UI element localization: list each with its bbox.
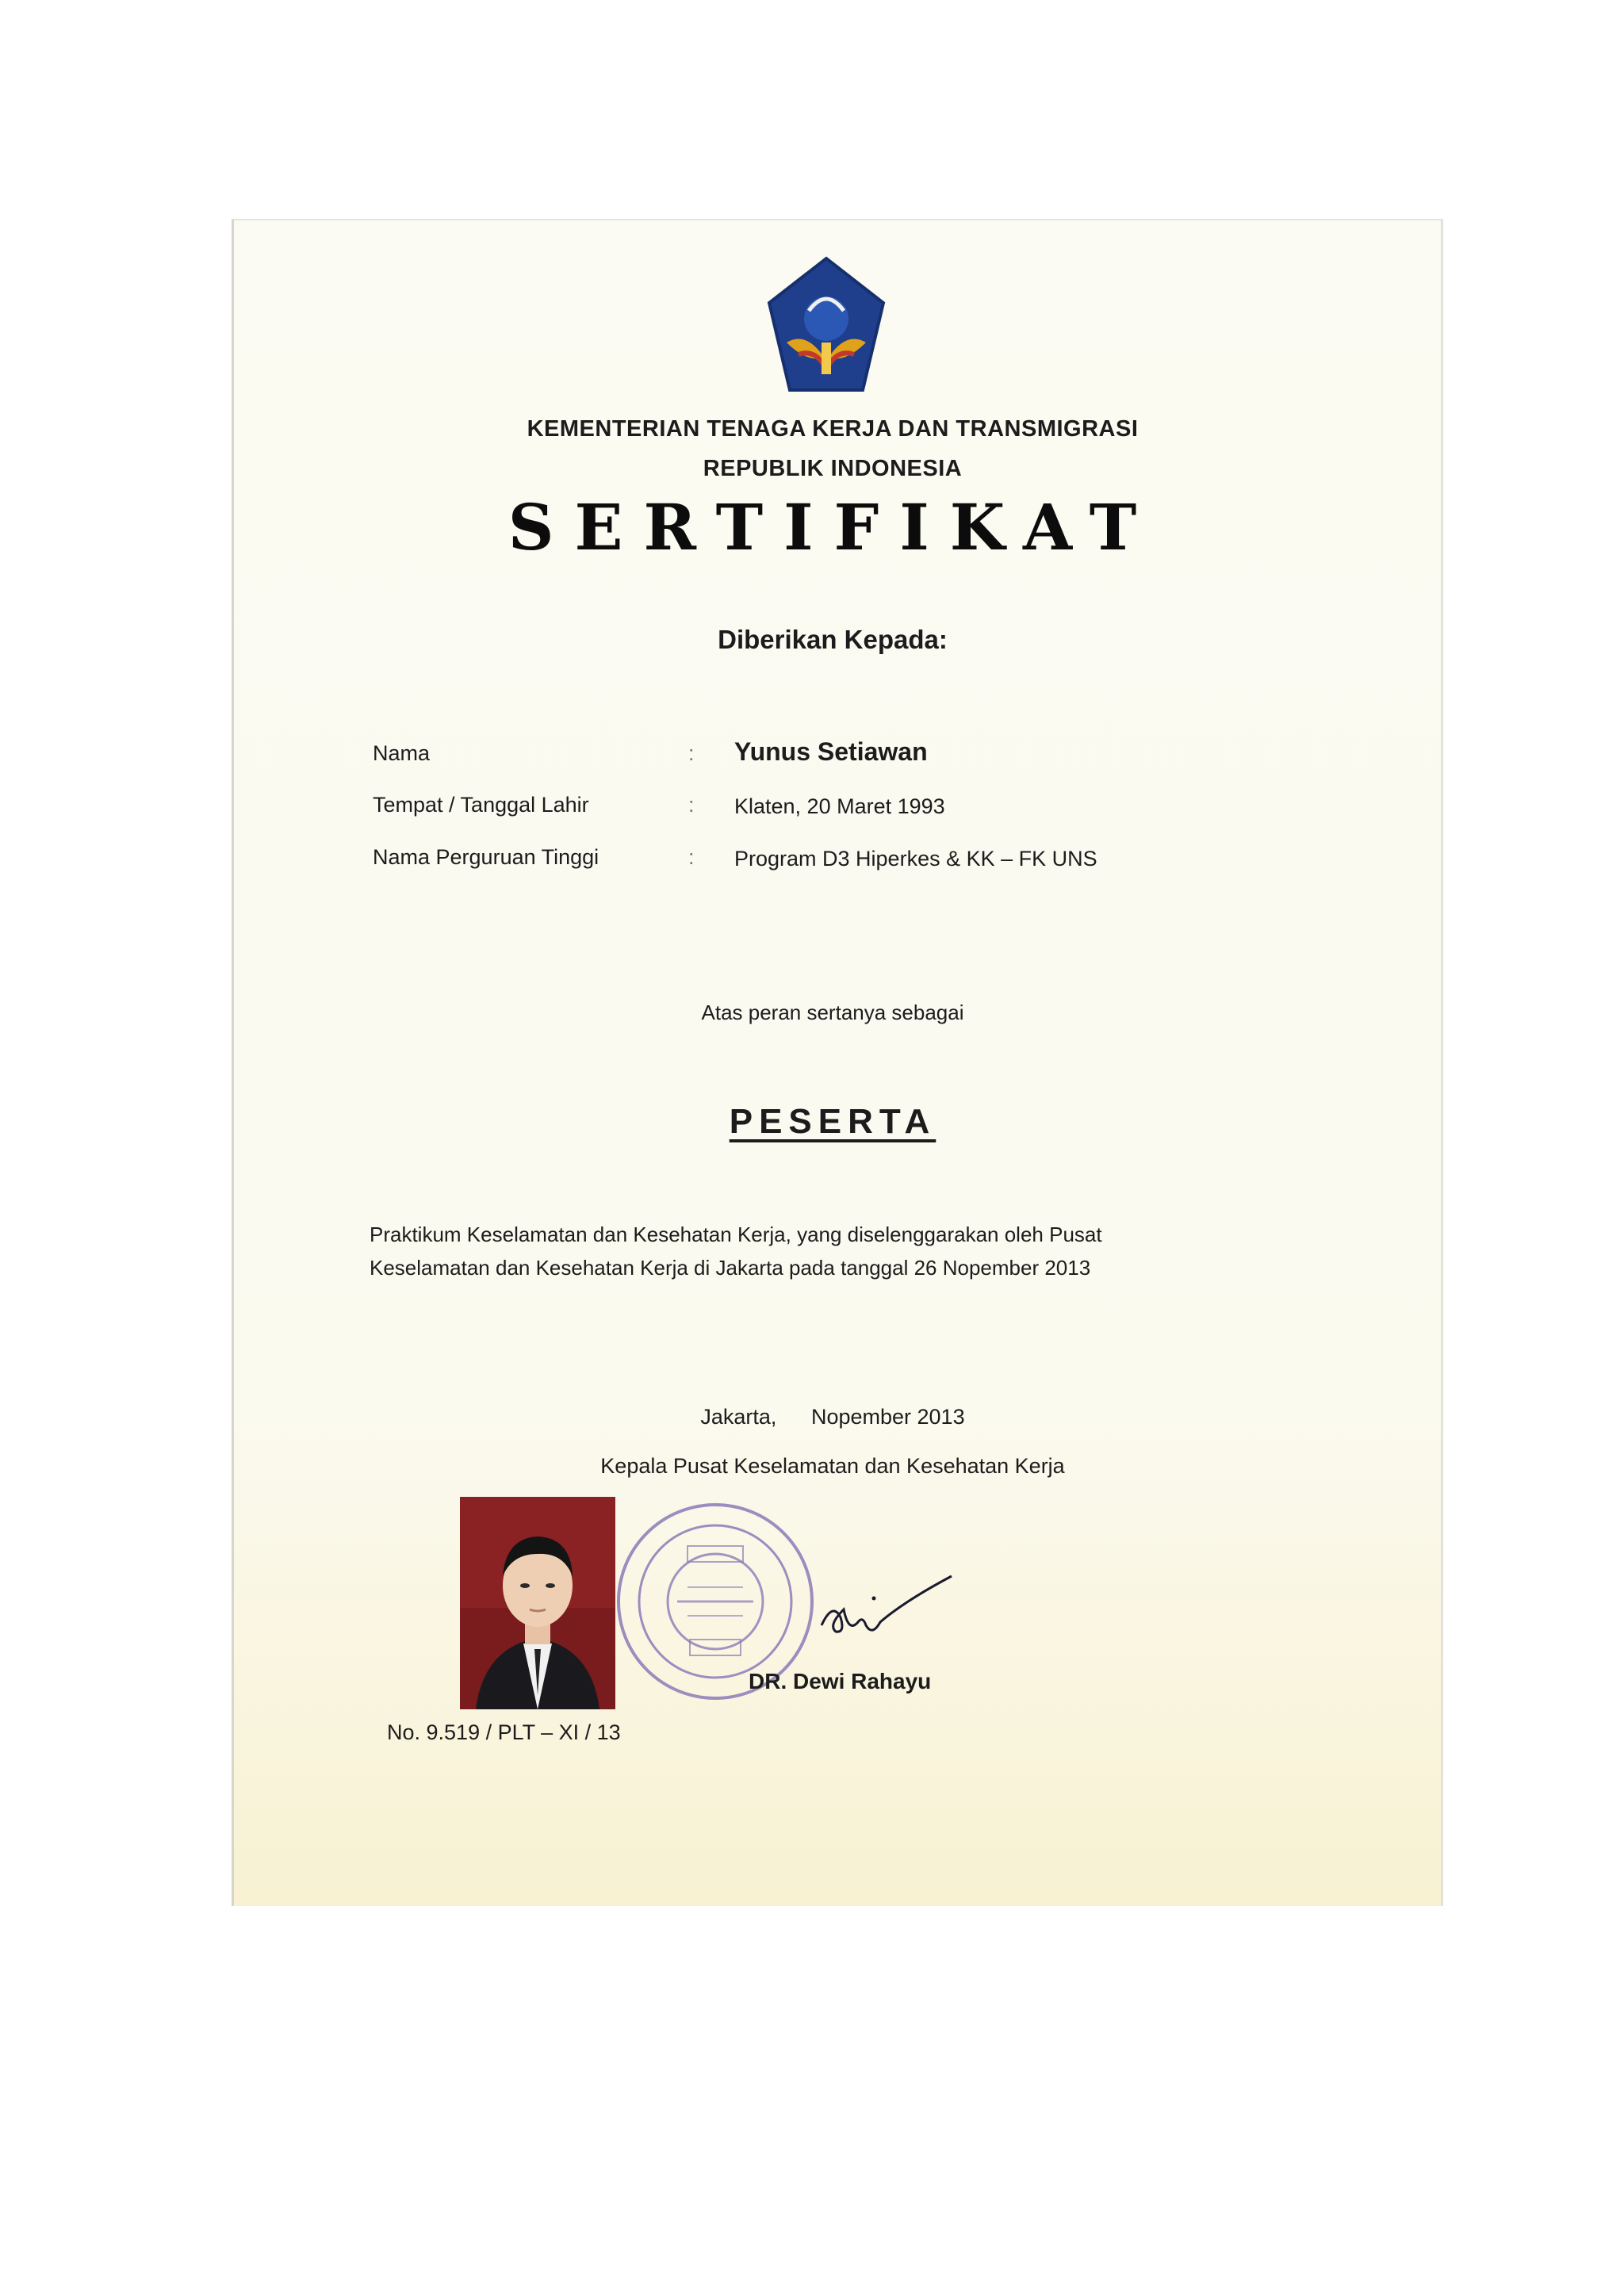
republic-name: REPUBLIK INDONESIA (703, 456, 963, 481)
ministry-name: KEMENTERIAN TENAGA KERJA DAN TRANSMIGRASI (527, 416, 1139, 442)
certificate-number: No. 9.519 / PLT – XI / 13 (387, 1720, 621, 1744)
field-label-name: Nama (373, 741, 431, 765)
role-intro: Atas peran sertanya sebagai (701, 1001, 964, 1024)
signer-name: DR. Dewi Rahayu (749, 1669, 932, 1693)
certificate-title: SERTIFIKAT (508, 490, 1158, 564)
field-separator: : (688, 793, 695, 817)
recipient-photo (460, 1497, 615, 1709)
ministry-emblem-icon (763, 255, 890, 398)
place-date (555, 1405, 1110, 1429)
date: Nopember 2013 (810, 1405, 965, 1429)
field-label-university: Nama Perguruan Tinggi (373, 845, 599, 869)
signer-title: Kepala Pusat Keselamatan dan Kesehatan Kerja (600, 1454, 1065, 1478)
place: Jakarta, (700, 1405, 777, 1429)
field-label-birth: Tempat / Tanggal Lahir (373, 793, 589, 817)
field-value-name: Yunus Setiawan (734, 737, 928, 766)
field-separator: : (688, 741, 695, 765)
description-line-2: Keselamatan dan Kesehatan Kerja di Jakarta pada tanggal 26 Nopember 2013 (370, 1256, 1091, 1280)
activity-description (370, 1218, 1258, 1284)
description-line-1: Praktikum Keselamatan dan Kesehatan Kerja, yang diselenggarakan oleh Pusat (370, 1223, 1102, 1246)
role-title: PESERTA (729, 1102, 936, 1141)
field-separator: : (688, 845, 695, 869)
given-to-heading: Diberikan Kepada: (718, 625, 948, 654)
field-value-birth: Klaten, 20 Maret 1993 (734, 794, 945, 818)
signature (817, 1570, 959, 1657)
field-value-university: Program D3 Hiperkes & KK – FK UNS (734, 847, 1097, 871)
